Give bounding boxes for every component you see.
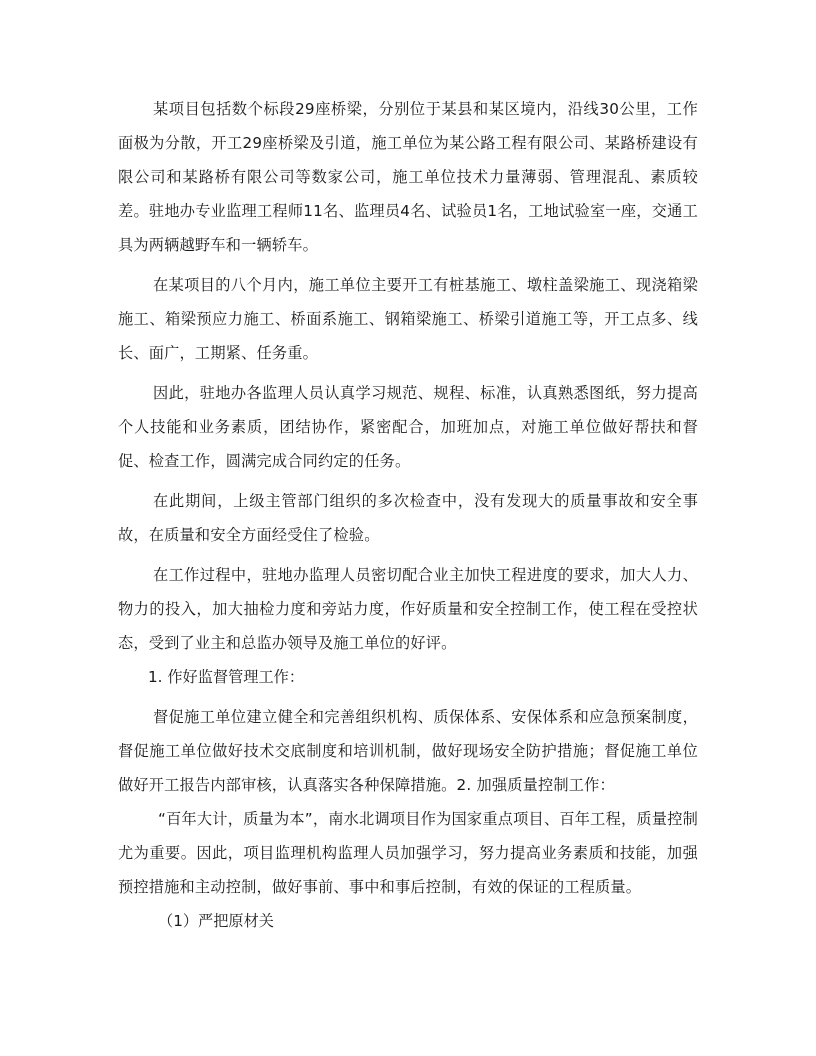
paragraph-quality-control: “百年大计，质量为本”，南水北调项目作为国家重点项目、百年工程，质量控制尤为重要。因此，项目监理机构监理人员加强学习，努力提高业务素质和技能，加强预控措施和主动控制，做好事前、事中和事后控制，有效的保证的工程质量。 xyxy=(118,810,698,896)
paragraph-project-overview: 某项目包括数个标段29座桥梁，分别位于某县和某区境内，沿线30公里，工作面极为分散，开工29座桥梁及引道，施工单位为某公路工程有限公司、某路桥建设有限公司和某路桥有限公司等数家公司，施工单位技术力量薄弱、管理混乱、素质较差。驻地办专业监理工程师11名、监理员4名、试验员1名，工地试验室一座，交通工具为两辆越野车和一辆轿车。 xyxy=(118,100,698,254)
paragraph-work-process: 在工作过程中，驻地办监理人员密切配合业主加快工程进度的要求，加大人力、物力的投入，加大抽检力度和旁站力度，作好质量和安全控制工作，使工程在受控状态，受到了业主和总监办领导及施工单位的好评。 xyxy=(118,566,698,652)
paragraph-inspection-result: 在此期间，上级主管部门组织的多次检查中，没有发现大的质量事故和安全事故，在质量和安全方面经受住了检验。 xyxy=(118,492,698,544)
paragraph-supervision-details: 督促施工单位建立健全和完善组织机构、质保体系、安保体系和应急预案制度，督促施工单位做好技术交底制度和培训机制，做好现场安全防护措施；督促施工单位做好开工报告内部审核，认真落实各种保障措施。2. 加强质量控制工作： xyxy=(118,708,698,794)
paragraph-construction-scope: 在某项目的八个月内，施工单位主要开工有桩基施工、墩柱盖梁施工、现浇箱梁施工、箱梁预应力施工、桥面系施工、钢箱梁施工、桥梁引道施工等，开工点多、线长、面广，工期紧、任务重。 xyxy=(118,276,698,362)
subheading-raw-materials: （1）严把原材关 xyxy=(158,912,274,930)
document-body xyxy=(118,92,698,938)
section-heading-supervision: 1. 作好监督管理工作： xyxy=(148,668,305,686)
paragraph-supervision-effort: 因此，驻地办各监理人员认真学习规范、规程、标准，认真熟悉图纸，努力提高个人技能和业务素质，团结协作，紧密配合，加班加点，对施工单位做好帮扶和督促、检查工作，圆满完成合同约定的任务。 xyxy=(118,384,698,470)
